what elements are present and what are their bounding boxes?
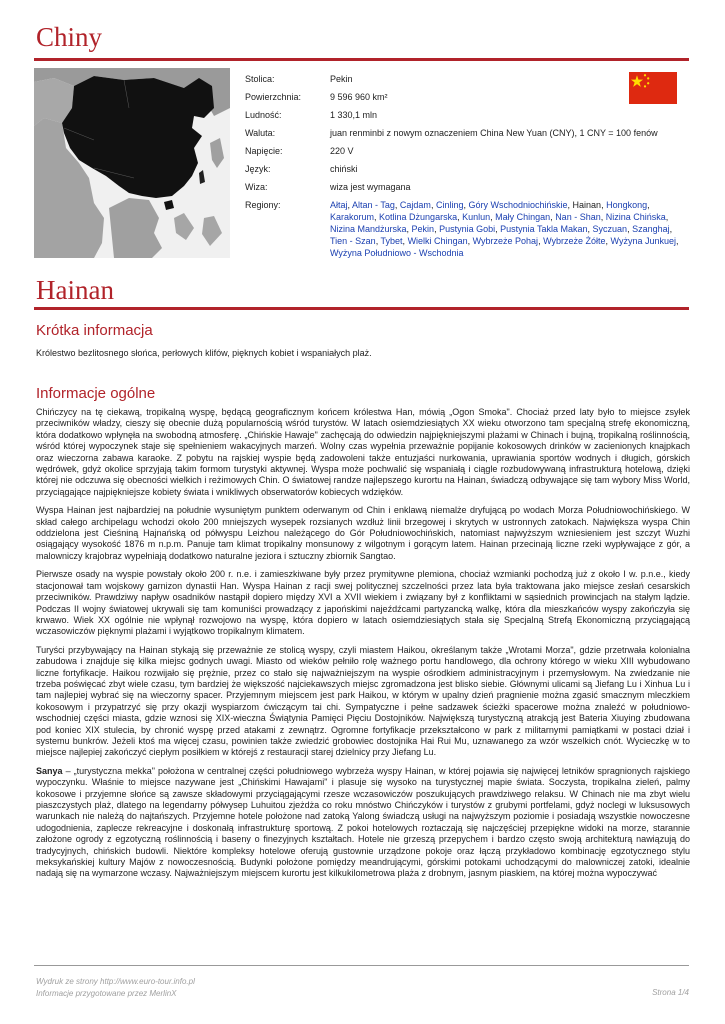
- short-info-text: Królestwo bezlitosnego słońca, perłowych klifów, pięknych kobiet i wspaniałych plaż.: [36, 348, 372, 358]
- country-title: Chiny: [36, 22, 103, 52]
- info-value: 9 596 960 km²: [330, 92, 388, 102]
- region-separator: ,: [375, 236, 381, 246]
- region-separator: ,: [347, 200, 353, 210]
- region-link[interactable]: Syczuan: [592, 224, 628, 234]
- region-link[interactable]: Tybet: [380, 236, 403, 246]
- region-separator: ,: [601, 200, 607, 210]
- region-separator: ,: [587, 224, 593, 234]
- region-separator: ,: [647, 200, 650, 210]
- paragraph-bold-lead: Sanya: [36, 765, 63, 776]
- info-label: Powierzchnia:: [245, 92, 302, 102]
- info-label: Wiza:: [245, 182, 268, 192]
- region-separator: ,: [600, 212, 606, 222]
- region-link[interactable]: Mały Chingan: [495, 212, 551, 222]
- region-link[interactable]: Tien - Szan: [330, 236, 376, 246]
- region-title: Hainan: [36, 275, 114, 305]
- paragraph: Chińczycy na tę ciekawą, tropikalną wyspę, będącą geograficznym końcem królestwa Han, mówią „Ogon Smoka". Chociaż przed laty było to miejsce zsyłek przeciwników władzy, cieszy się obecnie dużą popularnością wśród turystów. W latach osiemdziesiątych XX wieku otworzono tam specjalną strefę ekonomiczną, która dodatkowo wpłynęła na swobodną atmosferę. „Chińskie Hawaje" zachęcają do odwiedzin najpiękniejszymi plażami w Chinach i bujną, tropikalną roślinnością, wśród której wypoczynek staje się spełnieniem wakacyjnych marzeń. Wolny czas wypełnia przeważnie popijanie kokosowych drinków w zacienionych knajpkach oraz wieczorna zabawa karaoke. Z pobytu na rajskiej wyspie będą zadowoleni także entuzjaści nurkowania, uprawiania sportów wodnych i długich, górskich wędrówek, gdyż okolice sprzyjają takim formom turystyki aktywnej. Wyspa może pochwalić się wspaniałą i ciągle rozbudowywaną infrastrukturą hotelową, dzięki której nie odczuwa się obecności wielkich i reżimowych Chin. O światowej randze najlepszego kurortu na Hainan, świadczą odbywające się tam wybory Miss World, przyciągające najpiękniejsze kobiety świata i wnikliwych obserwatorów kobiecych wdzięków.: [36, 407, 690, 497]
- region-link[interactable]: Karakorum: [330, 212, 375, 222]
- region-link[interactable]: Wybrzeże Pohaj: [472, 236, 539, 246]
- region-link[interactable]: Ałtaj: [330, 200, 348, 210]
- region-link[interactable]: Wielki Chingan: [407, 236, 468, 246]
- region-link[interactable]: Pustynia Takla Makan: [500, 224, 588, 234]
- footer-divider: [34, 965, 689, 966]
- general-info-body: [36, 407, 690, 887]
- region-separator: ,: [430, 200, 436, 210]
- region-link[interactable]: Cinling: [435, 200, 464, 210]
- region-link[interactable]: Nan - Shan: [555, 212, 601, 222]
- info-value: chiński: [330, 164, 358, 174]
- general-info-heading: Informacje ogólne: [36, 385, 156, 402]
- region-separator: ,: [463, 200, 469, 210]
- region-link[interactable]: Cajdam: [399, 200, 431, 210]
- region-link[interactable]: Kunlun: [462, 212, 491, 222]
- info-row-language: [245, 163, 690, 175]
- footer: [36, 976, 195, 1000]
- title-divider: [34, 58, 689, 61]
- region-link[interactable]: Szanghaj: [632, 224, 670, 234]
- region-separator: ,: [550, 212, 556, 222]
- region-separator: ,: [538, 236, 544, 246]
- region-link[interactable]: Altan - Tag: [352, 200, 395, 210]
- paragraph: [36, 766, 690, 880]
- info-label: Waluta:: [245, 128, 276, 138]
- region-separator: ,: [457, 212, 463, 222]
- info-label: Regiony:: [245, 200, 281, 210]
- region-link[interactable]: Wybrzeże Żółte: [543, 236, 606, 246]
- info-value: 1 330,1 mln: [330, 110, 378, 120]
- paragraph: Wyspa Hainan jest najbardziej na południe wysuniętym punktem oderwanym od Chin i enklawą niemalże dryfującą po wodach Morza Południowochińskiego. W skład całego archipelagu wchodzi około 200 mniejszych wysepek rozsianych wzdłuż linii brzegowej i skrytych w ustronnych zatokach. Największa wyspa Chin oddzielona jest Cieśniną Hajnańską od półwyspu Leizhou należącego do Gór Południowochińskich, natomiast najwyższym wzniesieniem jest szczyt Wuzhi osiągający wysokość 1876 m n.p.m. Panuje tam klimat tropikalny monsunowy z wilgotnym i gorącym latem. Hainan przecinają liczne rzeki wypływające z gór, a malowniczy krajobraz wypełniają dodatkowo naturalne jeziora i sztuczny zbiornik Sangtao.: [36, 505, 690, 561]
- info-row-capital: [245, 73, 690, 85]
- region-link[interactable]: Pekin: [411, 224, 435, 234]
- region-separator: ,: [495, 224, 501, 234]
- region-link[interactable]: Pustynia Gobi: [439, 224, 496, 234]
- region-separator: ,: [605, 236, 611, 246]
- info-label: Ludność:: [245, 110, 282, 120]
- region-separator: ,: [490, 212, 496, 222]
- paragraph: Turyści przybywający na Hainan stykają się przeważnie ze stolicą wyspy, czyli miastem Haikou, określanym także „Wrotami Morza", gdzie przetrwała kolonialna zabudowa i znajduje się kilka miejsc godnych uwagi. Miasto od wieków pełniło rolę ważnego portu handlowego, dla ochrony którego w wieku XIII wybudowano liczne fortyfikacje. Haikou rozwijało się prężnie, przez co stało się najważniejszym na wyspie ośrodkiem administracyjnym i przemysłowym. Na zwiedzanie nie trzeba poświęcać zbyt wiele czasu, tym bardziej że większość najciekawszych miejsc zgromadzona jest blisko siebie. Głównymi ulicami są Jiefang Lu i Xinhua Lu i tam najlepiej wybrać się na wieczorny spacer. Przyjemnym miejscem jest park Haikou, w którym w upalny dzień pragnienie można zgasić smacznym mleczkiem kokosowym i przypatrzyć się przy okazji wyspiarzom ćwiczącym tai chi. Sympatyczne i pełne sadzawek ścieżki spacerowe można znaleźć w południowo-wschodniej części miasta, gdzie wznosi się XIX-wieczna Świątynia Pamięci Pięciu Dostojników. Największą turystyczną atrakcją jest Bateria Xiuying zbudowana pod koniec XIX stulecia, by chronić wyspę przed atakami z zewnątrz. Ogromne fortyfikacje przekształcono w park z militarnymi pamiątkami w postaci dział i systemu bunkrów. Jeżeli ktoś ma więcej czasu, powinien także zwiedzić grobowiec dostojnika Hai Rui Mu, uznawanego za wzór wszelkich cnót. Wycieczkę w to miejsce najlepiej zakończyć ciepłym posiłkiem w którejś z restauracji starej dzielnicy przy Jiefang Lu.: [36, 644, 690, 758]
- region-separator: ,: [627, 224, 633, 234]
- region-separator: ,: [467, 236, 473, 246]
- region-divider: [34, 307, 689, 310]
- info-value: juan renminbi z nowym oznaczeniem China New Yuan (CNY), 1 CNY = 100 fenów: [330, 128, 658, 138]
- page-number: Strona 1/4: [652, 988, 689, 997]
- region-link[interactable]: Wyżyna Południowo - Wschodnia: [330, 248, 464, 258]
- footer-author: Informacje przygotowane przez MerlinX: [36, 989, 177, 998]
- info-row-population: [245, 109, 690, 121]
- region-separator: ,: [669, 224, 673, 234]
- region-separator: ,: [402, 236, 408, 246]
- info-value: wiza jest wymagana: [330, 182, 411, 192]
- region-separator: ,: [675, 236, 679, 246]
- region-link[interactable]: Kotlina Dżungarska: [379, 212, 458, 222]
- region-separator: ,: [434, 224, 440, 234]
- info-row-visa: [245, 181, 690, 193]
- info-value: 220 V: [330, 146, 354, 156]
- region-link[interactable]: Nizina Chińska: [605, 212, 666, 222]
- region-link[interactable]: Hongkong: [606, 200, 648, 210]
- regions-list: [330, 199, 690, 259]
- region-separator: ,: [406, 224, 412, 234]
- paragraph-text: – „turystyczna mekka" położona w centralnej części południowego wybrzeża wyspy Hainan, w której pojawia się najwięcej letników spragnionych rajskiego wypoczynku. Właśnie to miejsce nazywane jest „Chińskimi Hawajami" i plasuje się wysoko na turystycznej mapie świata. Soczysta, tropikalna zieleń, palmy kokosowe i przyjemne słońce są zawsze składowymi przyciągającymi rzesze wczasowiczów poszukujących prawdziwego relaksu. W Chinach nie ma zbyt wielu piaszczystych plaż, dlatego na legendarny półwysep Luhuitou zjeżdża co roku mnóstwo Chińczyków i turystów z grubymi portfelami, gdyż noclegi w luksusowych warunkach nie należą do najtańszych. Przyjemne hotele położone nad zatoką Yalong świadczą usługi na najwyższym poziomie i posiadają wszystkie nowoczesne udogodnienia, zaplecze rekreacyjne i doskonałą infrastrukturę sportową. Z pokoi hotelowych roztaczają się najczęściej przepiękne widoki na morze, starannie założone ogrody z egzotyczną roślinnością i baseny o finezyjnych kształtach. Hotele nie grzeszą przepychem i bardzo często swoją architekturą nawiązują do tradycyjnych, chińskich budowli. Niektóre kompleksy hotelowe oferują gustownie urządzone pokoje oraz łączą przykładowo kombinację egzotycznego stylu meksykańskiej kultury Majów z nowoczesnością. Budynki położone pomiędzy meandrującymi, górskimi potokami uchodzącymi do malowniczej zatoki, idealnie nadają się na wymarzone wczasy. Najważniejszym miejscem kurortu jest kilkukilometrowa plaża z drobnym, jasnym piaskiem, na której można wypoczywać: [36, 765, 690, 879]
- info-label: Stolica:: [245, 74, 275, 84]
- info-row-area: [245, 91, 690, 103]
- paragraph: Pierwsze osady na wyspie powstały około 200 r. n.e. i zamieszkiwane były przez prymitywne plemiona, chociaż wzmianki pochodzą już z około I w. p.n.e., kiedy stacjonował tam wojskowy garnizon dynastii Han. Wyspa Hainan z racji swej politycznej szczelności przez lata była traktowana jako miejsce zesłań cesarskich przeciwników. Prawdziwy napływ osadników nastąpił dopiero między XVI a XVII wiekiem i związany był z konfliktami w sąsiednich prowincjach na stałym lądzie. Podczas II wojny światowej ukrywali się tam komuniści prowadzący z japońskimi najeźdźcami partyzancką walkę, która dla mieszkańców wyspy zakończyła się krwawo. Wiek XX ogólnie nie wpłynął rozwojowo na wyspę, która dopiero w latach osiemdziesiątych stała się Specjalną Strefą Ekonomiczną przyciągającą wczasowiczów pięknymi plażami i wyjątkowo tropikalnym klimatem.: [36, 569, 690, 637]
- footer-source: Wydruk ze strony http://www.euro-tour.info.pl: [36, 977, 195, 986]
- china-flag-icon: [629, 72, 677, 104]
- info-label: Język:: [245, 164, 271, 174]
- region-separator: ,: [665, 212, 669, 222]
- region-name: Hainan: [572, 200, 602, 210]
- country-info-table: [245, 73, 690, 265]
- info-row-currency: [245, 127, 690, 139]
- info-row-regions: [245, 199, 690, 259]
- info-value: Pekin: [330, 74, 353, 84]
- region-link[interactable]: Góry Wschodniochińskie: [468, 200, 568, 210]
- region-link[interactable]: Wyżyna Junkuej: [610, 236, 676, 246]
- china-map-image: [34, 68, 230, 258]
- short-info-heading: Krótka informacja: [36, 322, 153, 339]
- region-separator: ,: [394, 200, 400, 210]
- region-link[interactable]: Nizina Mandżurska: [330, 224, 407, 234]
- info-label: Napięcie:: [245, 146, 283, 156]
- region-separator: ,: [374, 212, 380, 222]
- region-separator: ,: [567, 200, 573, 210]
- info-row-voltage: [245, 145, 690, 157]
